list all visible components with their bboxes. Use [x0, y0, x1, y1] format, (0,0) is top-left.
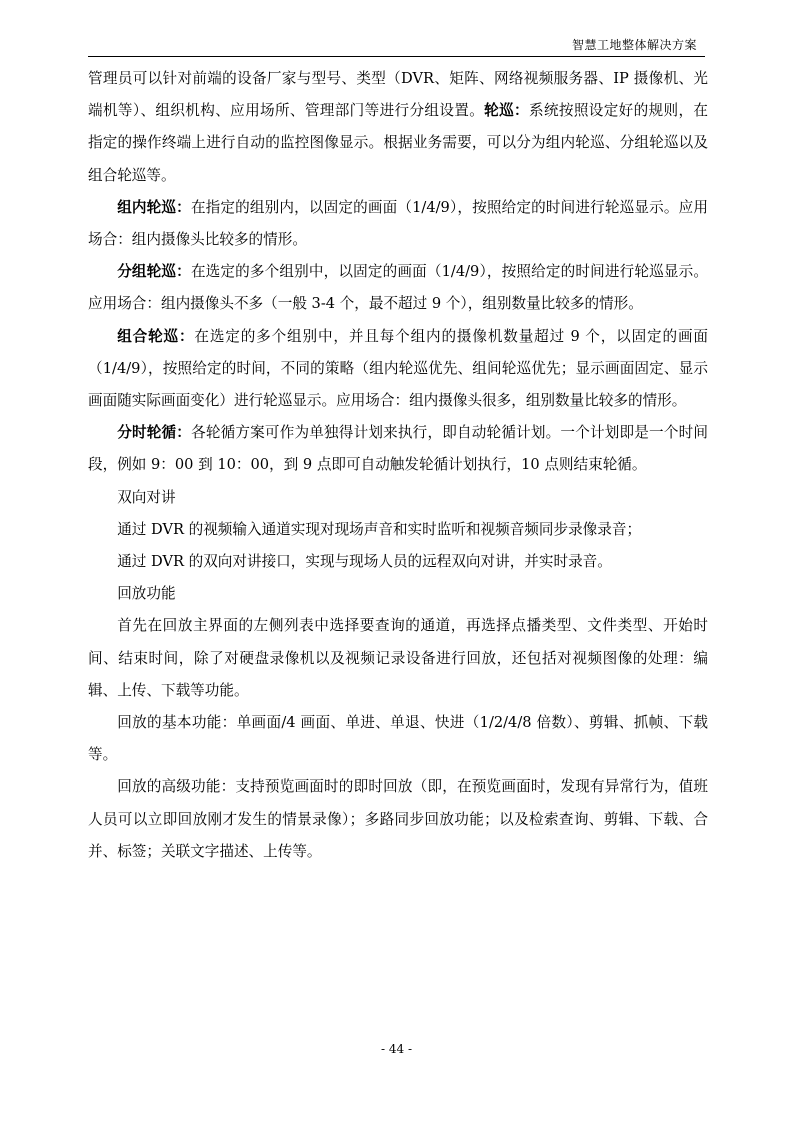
term-lunxun: 轮巡： [484, 102, 530, 120]
paragraph-intercom-2: 通过 DVR 的双向对讲接口，实现与现场人员的远程双向对讲，并实时录音。 [117, 553, 612, 571]
paragraph-playback-intro: 首先在回放主界面的左侧列表中选择要查询的通道，再选择点播类型、文件类型、开始时间、结束时间，除了对硬盘录像机以及视频记录设备进行回放，还包括对视频图像的处理：编辑、上传、下载等功能。 [88, 617, 708, 699]
paragraph-combined-patrol: 组合轮巡：在选定的多个组别中，并且每个组内的摄像机数量超过 9 个，以固定的画面（1/4/9），按照给定的时间，不同的策略（组内轮巡优先、组间轮巡优先；显示画面固定、显示画面随实际画面变化）进行轮巡显示。应用场合：组内摄像头很多，组别数量比较多的情形。 [88, 327, 708, 410]
paragraph-grouping: 管理员可以针对前端的设备厂家与型号、类型（DVR、矩阵、网络视频服务器、IP 摄像机、光端机等）、组织机构、应用场所、管理部门等进行分组设置。轮巡：系统按照设定好的规则，在指定的操作终端上进行自动的监控图像显示。根据业务需要，可以分为组内轮巡、分组轮巡以及组合轮巡等。 [88, 70, 708, 184]
paragraph-group-internal-patrol: 组内轮巡：在指定的组别内，以固定的画面（1/4/9），按照给定的时间进行轮巡显示。应用场合：组内摄像头比较多的情形。 [88, 198, 708, 249]
body-text [88, 63, 708, 868]
paragraph-playback-basic: 回放的基本功能：单画面/4 画面、单进、单退、快进（1/2/4/8 倍数）、剪辑、抓帧、下载等。 [88, 714, 708, 764]
header-divider [88, 56, 705, 57]
paragraph-group-patrol: 分组轮巡：在选定的多个组别中，以固定的画面（1/4/9），按照给定的时间进行轮巡显示。应用场合：组内摄像头不多（一般 3-4 个，最不超过 9 个），组别数量比较多的情形。 [88, 263, 708, 313]
paragraph-timed-patrol: 分时轮循：各轮循方案可作为单独得计划来执行，即自动轮循计划。一个计划即是一个时间段，例如 9：00 到 10：00，到 9 点即可自动触发轮循计划执行，10 点则结束轮循。 [88, 424, 708, 474]
section-heading-playback: 回放功能 [117, 585, 176, 603]
section-heading-intercom: 双向对讲 [117, 488, 176, 506]
paragraph-playback-advanced: 回放的高级功能：支持预览画面时的即时回放（即，在预览画面时，发现有异常行为，值班人员可以立即回放刚才发生的情景录像）；多路同步回放功能；以及检索查询、剪辑、下载、合并、标签；关联文字描述、上传等。 [88, 778, 708, 860]
paragraph-intercom-1: 通过 DVR 的视频输入通道实现对现场声音和实时监听和视频音频同步录像录音； [117, 520, 642, 538]
page-number: - 44 - [380, 1042, 412, 1056]
running-header: 智慧工地整体解决方案 [571, 38, 697, 52]
